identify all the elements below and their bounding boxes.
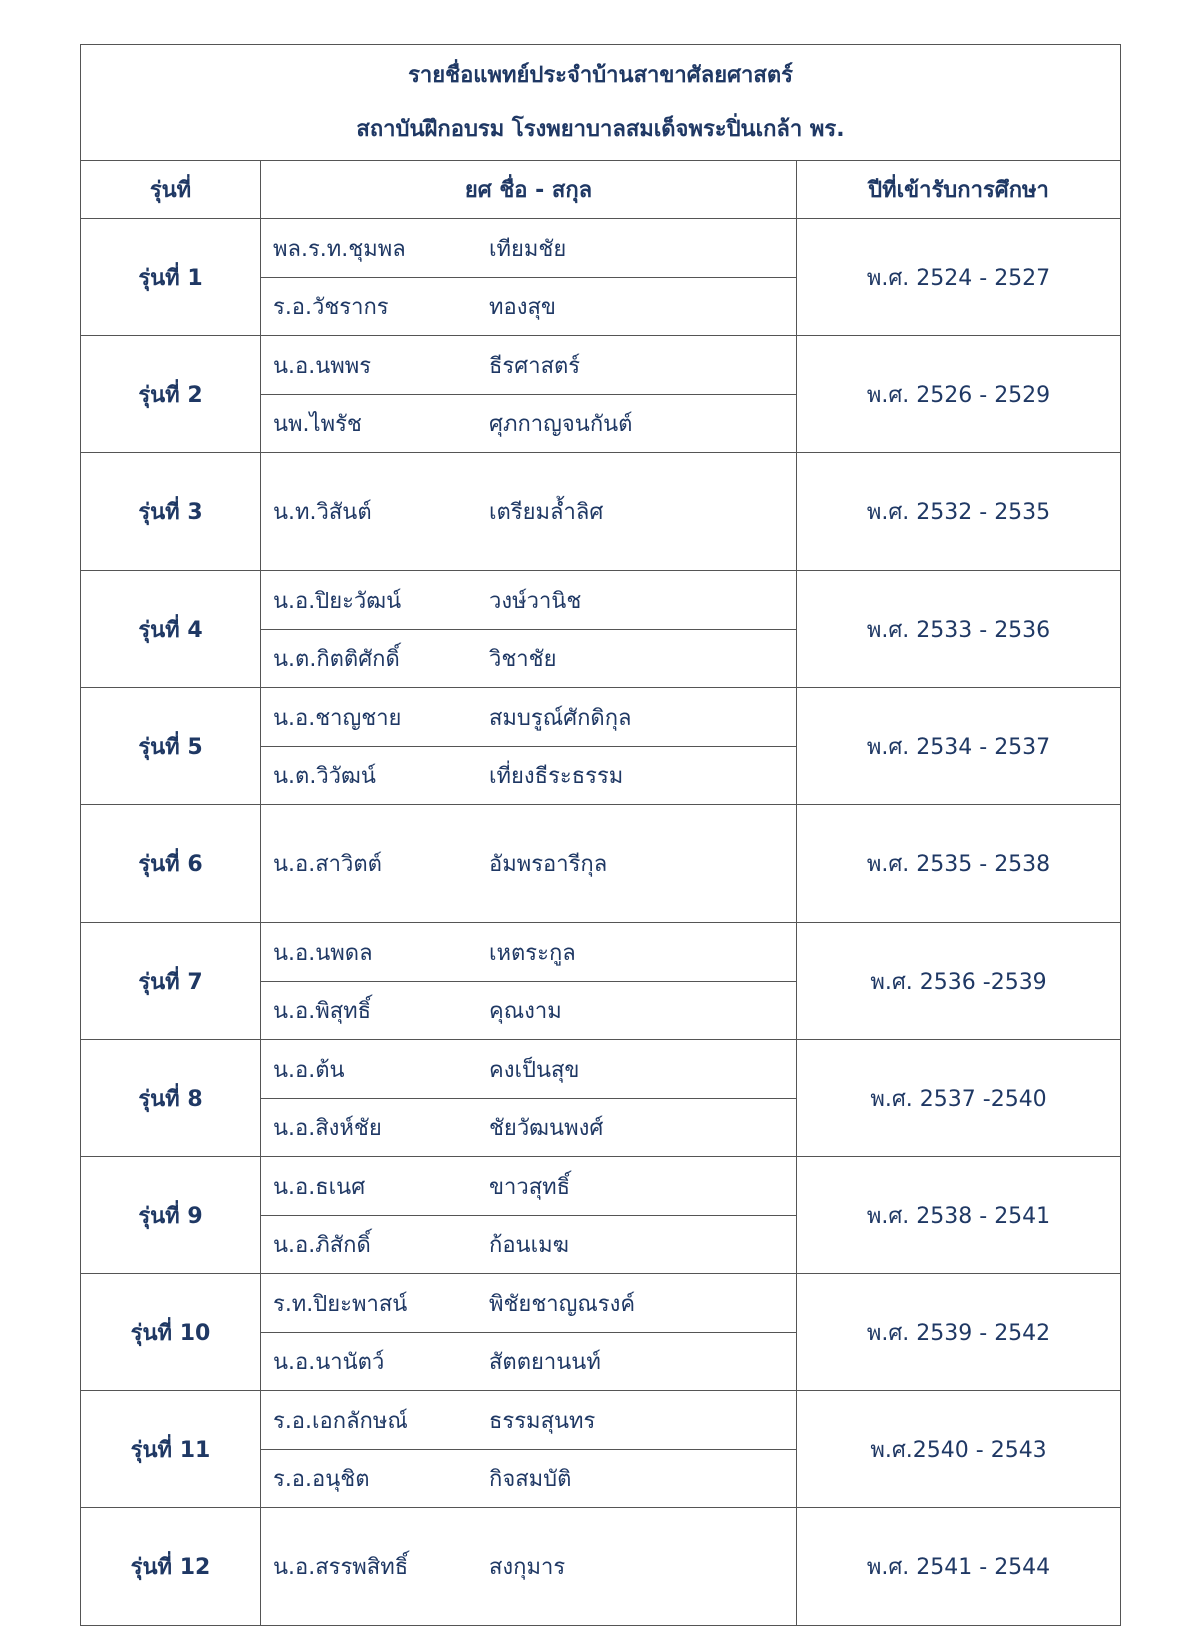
batch-cell: รุ่นที่ 2 [81, 336, 261, 453]
rank-and-first-name: น.อ.นพพร [273, 353, 372, 379]
rank-and-first-name: น.อ.ปิยะวัฒน์ [273, 588, 402, 614]
table-row [81, 1157, 1121, 1274]
person-entry [261, 336, 796, 394]
surname: เที่ยงธีระธรรม [489, 764, 624, 789]
name-cell [261, 688, 797, 805]
person-entry [261, 394, 796, 452]
rank-and-first-name: ร.อ.วัชรากร [273, 295, 389, 320]
rank-and-first-name: พล.ร.ท.ชุมพล [273, 236, 406, 262]
name-cell [261, 1274, 797, 1391]
person-entry [261, 1508, 796, 1625]
batch-cell: รุ่นที่ 11 [81, 1391, 261, 1508]
person-entry [261, 1274, 796, 1332]
study-year-cell: พ.ศ. 2533 - 2536 [797, 571, 1121, 688]
person-entry [261, 1391, 796, 1449]
study-year-cell: พ.ศ. 2537 -2540 [797, 1040, 1121, 1157]
surname: กิจสมบัติ [489, 1467, 572, 1492]
rank-and-first-name: ร.อ.เอกลักษณ์ [273, 1408, 408, 1434]
rank-and-first-name: ร.ท.ปิยะพาสน์ [273, 1291, 408, 1317]
rank-and-first-name: น.อ.สิงห์ชัย [273, 1116, 382, 1141]
rank-and-first-name: น.ต.วิวัฒน์ [273, 764, 376, 789]
name-cell [261, 1391, 797, 1508]
batch-cell: รุ่นที่ 3 [81, 453, 261, 571]
table-row [81, 571, 1121, 688]
study-year-cell: พ.ศ. 2532 - 2535 [797, 453, 1121, 571]
surname: ธรรมสุนทร [489, 1408, 596, 1434]
surname: สงกุมาร [489, 1555, 566, 1580]
surname: วิชาชัย [489, 647, 557, 672]
rank-and-first-name: น.ท.วิสันต์ [273, 500, 372, 525]
surname: เทียมชัย [489, 236, 567, 262]
table-row [81, 688, 1121, 805]
header-year: ปีที่เข้ารับการศึกษา [797, 161, 1121, 219]
batch-cell: รุ่นที่ 5 [81, 688, 261, 805]
batch-cell: รุ่นที่ 10 [81, 1274, 261, 1391]
person-entry [261, 629, 796, 687]
surname: อัมพรอารีกุล [489, 852, 608, 877]
person-entry [261, 219, 796, 277]
rank-and-first-name: น.อ.ธเนศ [273, 1174, 366, 1200]
rank-and-first-name: น.อ.สรรพสิทธิ์ [273, 1555, 409, 1580]
person-entry [261, 923, 796, 981]
name-cell [261, 453, 797, 571]
name-cell [261, 923, 797, 1040]
surname: ธีรศาสตร์ [489, 353, 581, 379]
study-year-cell: พ.ศ. 2536 -2539 [797, 923, 1121, 1040]
table-row [81, 336, 1121, 453]
rank-and-first-name: น.อ.พิสุทธิ์ [273, 999, 372, 1024]
header-batch: รุ่นที่ [81, 161, 261, 219]
name-cell [261, 805, 797, 923]
surname: ก้อนเมฆ [489, 1233, 569, 1258]
surname: พิชัยชาญณรงค์ [489, 1291, 636, 1317]
surname: ชัยวัฒนพงศ์ [489, 1116, 604, 1141]
person-entry [261, 277, 796, 335]
rank-and-first-name: นพ.ไพรัช [273, 412, 362, 437]
study-year-cell: พ.ศ. 2534 - 2537 [797, 688, 1121, 805]
header-name: ยศ ชื่อ - สกุล [261, 161, 797, 219]
document-title: รายชื่อแพทย์ประจำบ้านสาขาศัลยศาสตร์ [408, 62, 793, 88]
person-entry [261, 688, 796, 746]
batch-cell: รุ่นที่ 12 [81, 1508, 261, 1626]
person-entry [261, 1098, 796, 1156]
person-entry [261, 1449, 796, 1507]
batch-cell: รุ่นที่ 7 [81, 923, 261, 1040]
name-cell [261, 1040, 797, 1157]
rank-and-first-name: น.อ.นานัตว์ [273, 1350, 385, 1375]
person-entry [261, 453, 796, 570]
surname: สัตตยานนท์ [489, 1350, 601, 1375]
table-row [81, 1040, 1121, 1157]
batch-cell: รุ่นที่ 9 [81, 1157, 261, 1274]
surname: วงษ์วานิช [489, 588, 582, 614]
study-year-cell: พ.ศ. 2538 - 2541 [797, 1157, 1121, 1274]
table-body [81, 219, 1121, 1626]
study-year-cell: พ.ศ. 2541 - 2544 [797, 1508, 1121, 1626]
rank-and-first-name: น.อ.นพดล [273, 940, 373, 966]
rank-and-first-name: น.อ.สาวิตต์ [273, 852, 382, 877]
batch-cell: รุ่นที่ 1 [81, 219, 261, 336]
study-year-cell: พ.ศ. 2526 - 2529 [797, 336, 1121, 453]
title-block [81, 45, 1121, 161]
name-cell [261, 1508, 797, 1626]
rank-and-first-name: น.ต.กิตติศักดิ์ [273, 647, 400, 672]
study-year-cell: พ.ศ. 2535 - 2538 [797, 805, 1121, 923]
study-year-cell: พ.ศ.2540 - 2543 [797, 1391, 1121, 1508]
table-row [81, 923, 1121, 1040]
surname: คงเป็นสุข [489, 1057, 580, 1083]
table-row [81, 1274, 1121, 1391]
batch-cell: รุ่นที่ 4 [81, 571, 261, 688]
study-year-cell: พ.ศ. 2524 - 2527 [797, 219, 1121, 336]
surname: ศุภกาญจนกันต์ [489, 412, 633, 437]
name-cell [261, 571, 797, 688]
person-entry [261, 571, 796, 629]
batch-cell: รุ่นที่ 8 [81, 1040, 261, 1157]
resident-roster-table [80, 44, 1121, 1626]
person-entry [261, 1215, 796, 1273]
name-cell [261, 1157, 797, 1274]
table-row [81, 805, 1121, 923]
document-subtitle: สถาบันฝึกอบรม โรงพยาบาลสมเด็จพระปิ่นเกล้า พร. [356, 116, 845, 142]
table-row [81, 453, 1121, 571]
surname: ทองสุข [489, 295, 556, 320]
batch-cell: รุ่นที่ 6 [81, 805, 261, 923]
table-row [81, 219, 1121, 336]
surname: คุณงาม [489, 999, 562, 1024]
person-entry [261, 981, 796, 1039]
study-year-cell: พ.ศ. 2539 - 2542 [797, 1274, 1121, 1391]
name-cell [261, 336, 797, 453]
table-row [81, 1508, 1121, 1626]
person-entry [261, 805, 796, 922]
document-page [80, 44, 1120, 1626]
table-row [81, 1391, 1121, 1508]
rank-and-first-name: น.อ.ชาญชาย [273, 705, 402, 731]
rank-and-first-name: น.อ.ภิสักดิ์ [273, 1233, 371, 1258]
name-cell [261, 219, 797, 336]
table-header-row [81, 161, 1121, 219]
person-entry [261, 1157, 796, 1215]
rank-and-first-name: น.อ.ต้น [273, 1057, 345, 1083]
surname: เตรียมล้ำลิศ [489, 500, 604, 525]
person-entry [261, 746, 796, 804]
rank-and-first-name: ร.อ.อนุชิต [273, 1467, 370, 1492]
surname: เหตระกูล [489, 940, 576, 966]
person-entry [261, 1040, 796, 1098]
surname: ขาวสุทธิ์ [489, 1174, 571, 1200]
person-entry [261, 1332, 796, 1390]
surname: สมบรูณ์ศักดิกุล [489, 705, 632, 731]
